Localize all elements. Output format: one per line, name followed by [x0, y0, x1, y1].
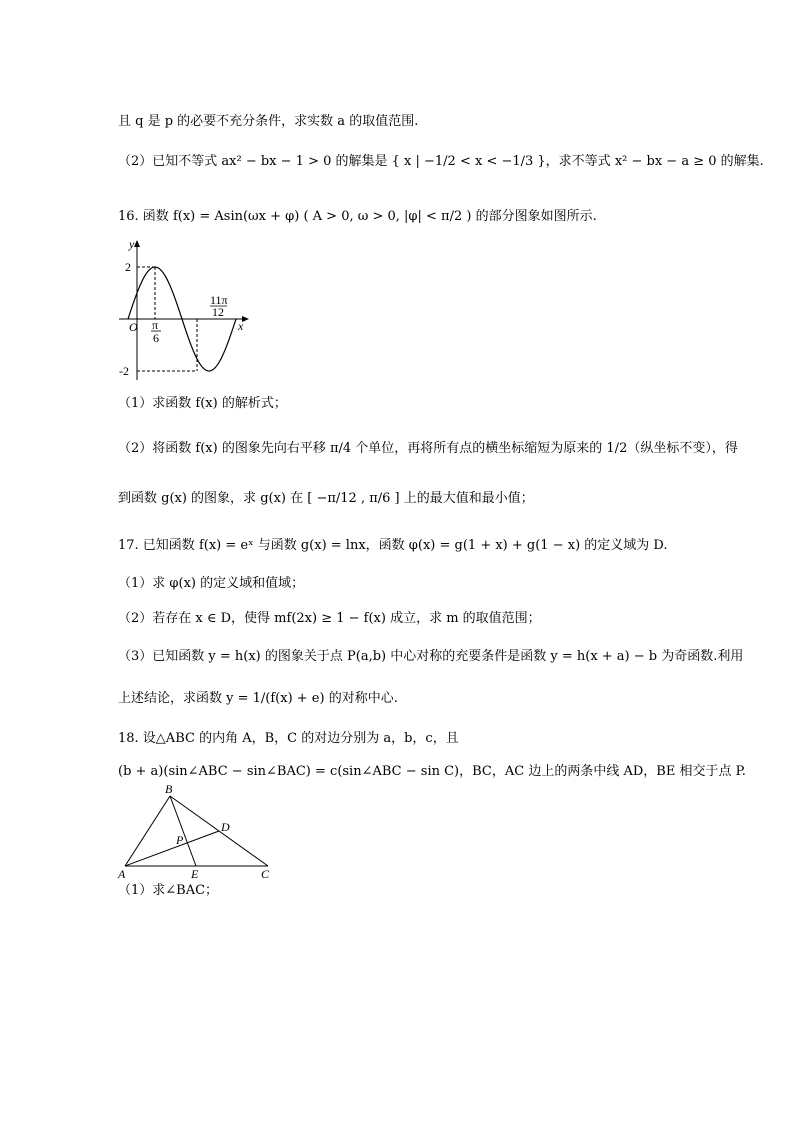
- text-line-10: （3）已知函数 y = h(x) 的图象关于点 P(a,b) 中心对称的充要条件是函数 y = h(x + a) − b 为奇函数.利用: [118, 649, 744, 664]
- problem-16-title: 16. 函数 f(x) = Asin(ωx + φ) ( A > 0, ω > 0, |φ| < π/2 ) 的部分图象如图所示.: [118, 209, 597, 224]
- y-axis-arrow: [134, 240, 140, 247]
- text-line-2: （2）已知不等式 ax² − bx − 1 > 0 的解集是 { x | −1/2 < x < −1/3 }，求不等式 x² − bx − a ≥ 0 的解集.: [118, 154, 764, 169]
- vertex-c-label: C: [261, 867, 270, 880]
- text-line-6: 到函数 g(x) 的图象，求 g(x) 在 [ −π/12 , π/6 ] 上的最大值和最小值；: [118, 491, 534, 506]
- text-line-4: （1）求函数 f(x) 的解析式；: [118, 396, 287, 411]
- x-tick2-den: 12: [212, 305, 224, 319]
- text-line-9: （2）若存在 x ∈ D，使得 mf(2x) ≥ 1 − f(x) 成立，求 m 的取值范围；: [118, 611, 541, 626]
- text-line-14: （1）求∠BAC；: [118, 883, 219, 898]
- origin-label: O: [129, 320, 138, 334]
- text-line-8: （1）求 φ(x) 的定义域和值域；: [118, 576, 305, 591]
- text-line-13: (b + a)(sin∠ABC − sin∠BAC) = c(sin∠ABC − sin C)，BC，AC 边上的两条中线 AD，BE 相交于点 P.: [118, 764, 746, 779]
- x-tick1-num: π: [152, 318, 159, 332]
- y-axis-label: y: [129, 238, 135, 251]
- x-tick1-den: 6: [153, 331, 159, 345]
- sine-graph: [115, 238, 255, 388]
- y-max-label: 2: [125, 260, 131, 274]
- point-d-label: D: [221, 820, 230, 834]
- triangle-figure: [115, 784, 280, 880]
- vertex-a-label: A: [118, 867, 126, 880]
- vertex-b-label: B: [165, 784, 173, 796]
- x-tick2-num: 11π: [210, 293, 228, 307]
- point-p-label: P: [176, 833, 184, 847]
- median-ad: [125, 831, 219, 866]
- y-min-label: -2: [119, 364, 129, 378]
- problem-18-title: 18. 设△ABC 的内角 A，B，C 的对边分别为 a，b，c，且: [118, 731, 459, 746]
- text-line-1: 且 q 是 p 的必要不充分条件，求实数 a 的取值范围.: [118, 114, 419, 129]
- side-ab: [125, 796, 170, 866]
- point-e-label: E: [191, 867, 199, 880]
- problem-17-title: 17. 已知函数 f(x) = eˣ 与函数 g(x) = lnx，函数 φ(x) = g(1 + x) + g(1 − x) 的定义域为 D.: [118, 538, 668, 553]
- text-line-5: （2）将函数 f(x) 的图象先向右平移 π/4 个单位，再将所有点的横坐标缩短为原来的 1/2（纵坐标不变），得: [118, 441, 738, 456]
- text-line-11: 上述结论，求函数 y = 1/(f(x) + e) 的对称中心.: [118, 691, 398, 706]
- x-axis-label: x: [238, 319, 244, 333]
- median-be: [170, 796, 196, 866]
